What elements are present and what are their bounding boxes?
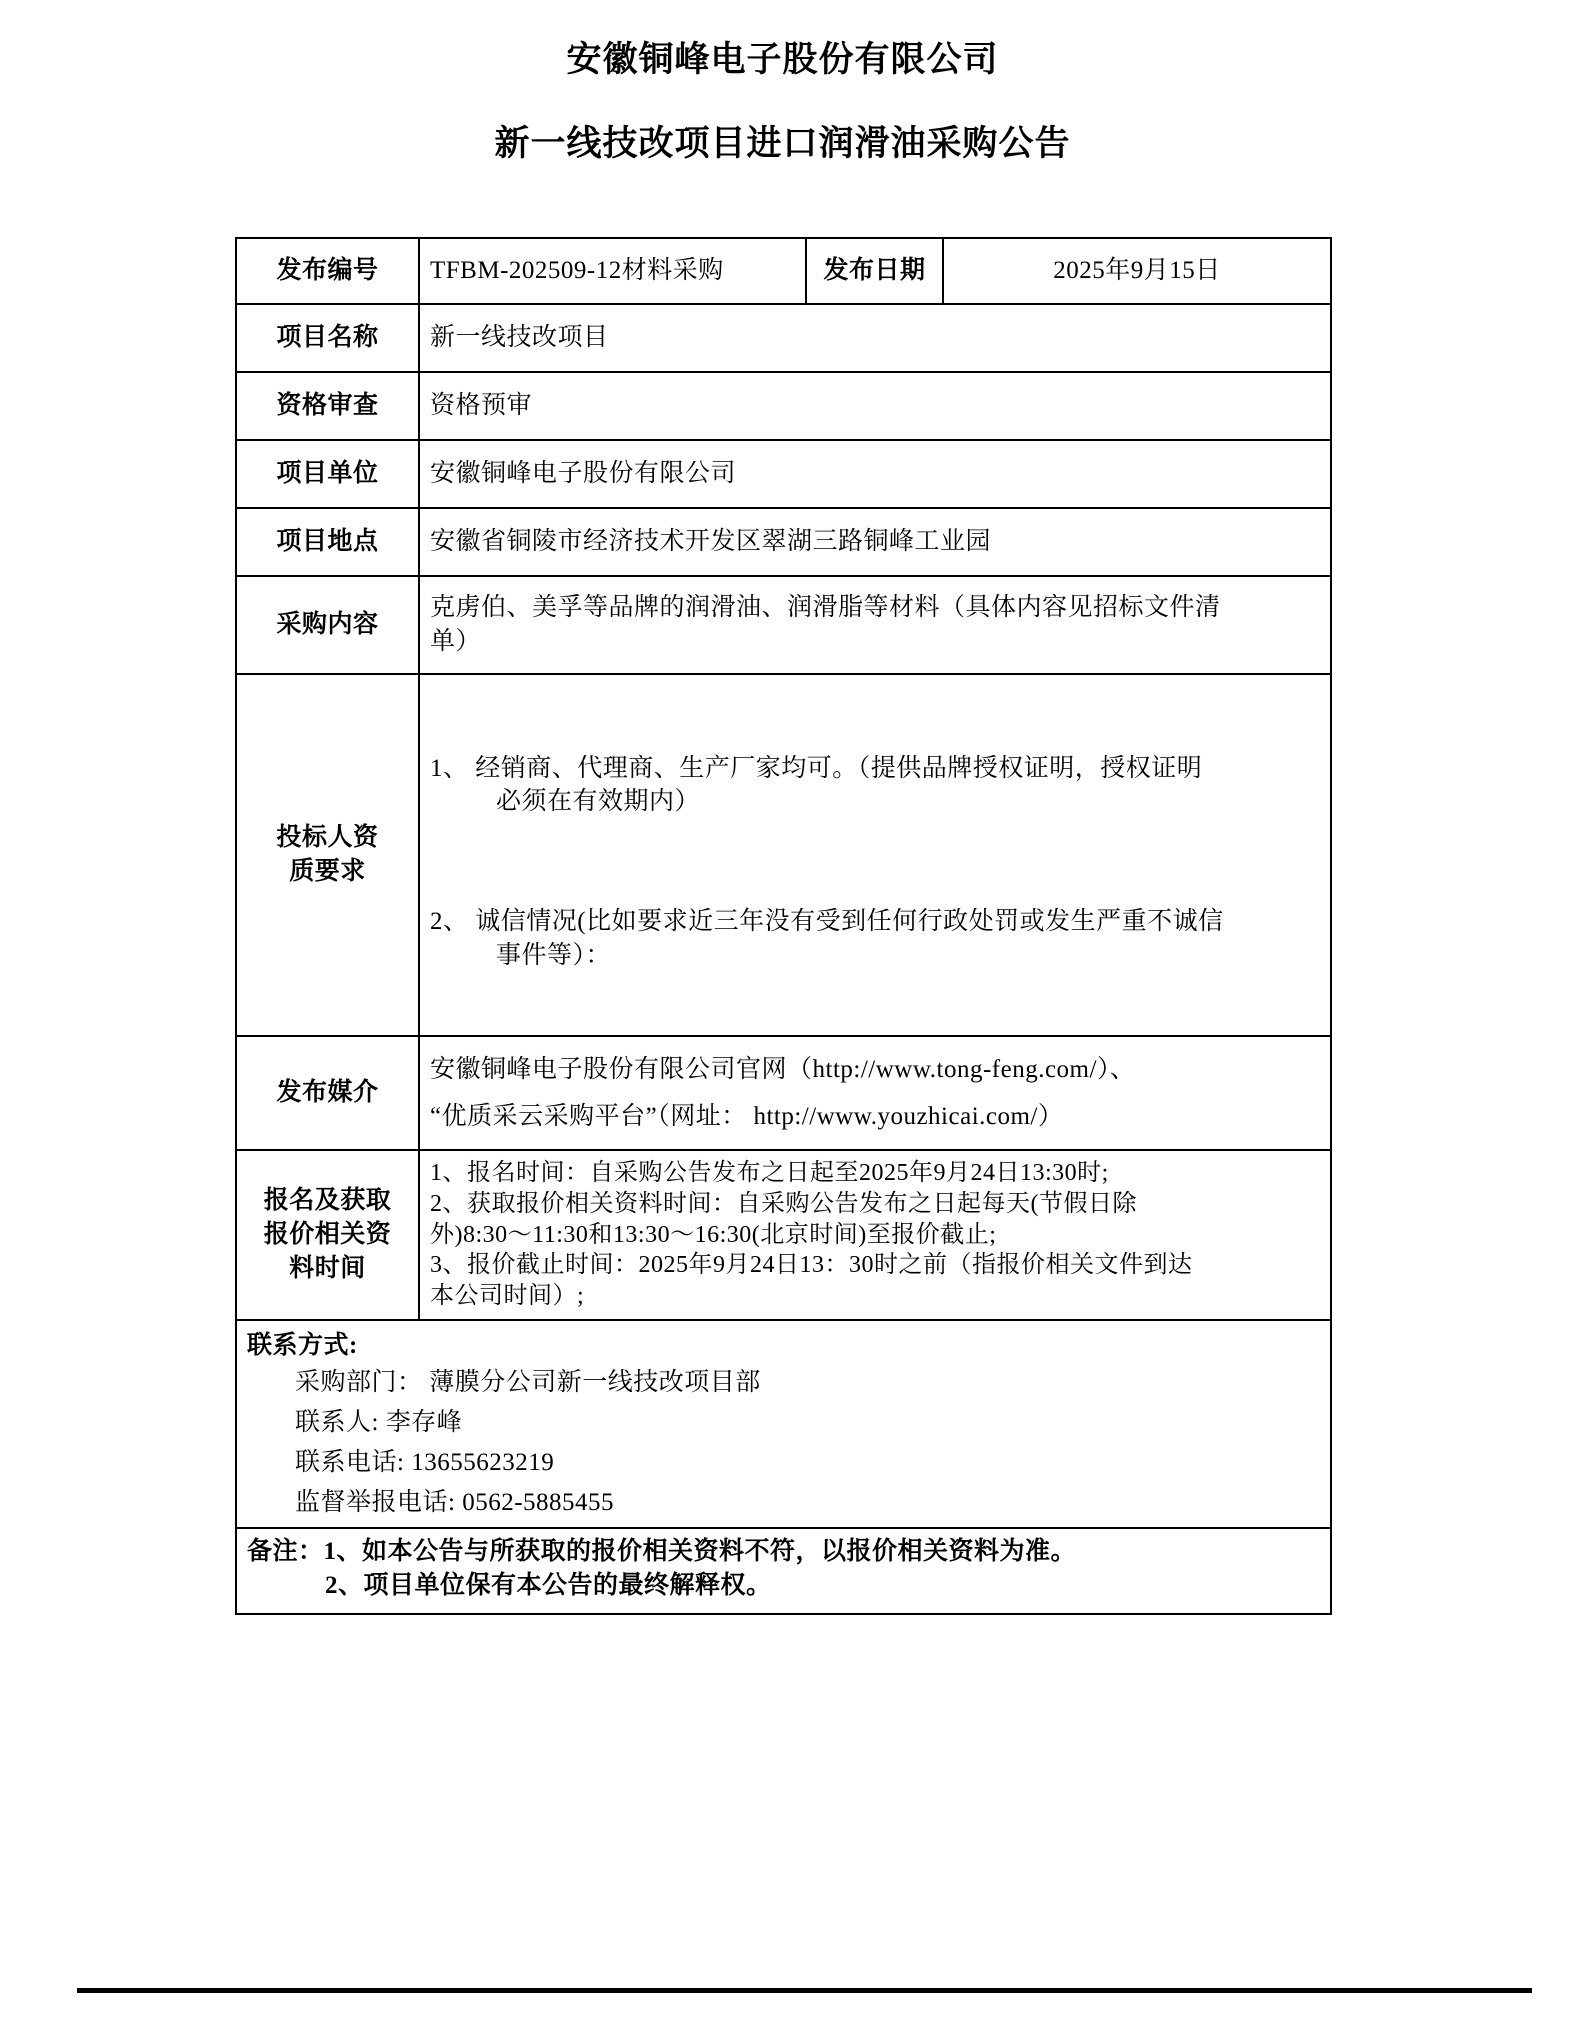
- text-line: 1、报名时间：自采购公告发布之日起至2025年9月24日13:30时;: [430, 1160, 1109, 1187]
- row-publish-media: [236, 1036, 1331, 1150]
- publish-number-value: TFBM-202509-12材料采购: [419, 238, 806, 304]
- publish-date-value: 2025年9月15日: [943, 238, 1331, 304]
- text-line: 1、如本公告与所获取的报价相关资料不符，以报价相关资料为准。: [323, 1537, 1077, 1565]
- text-line: 1、 经销商、代理商、生产厂家均可。（提供品牌授权证明，授权证明: [430, 754, 1203, 782]
- text-line: 料时间: [289, 1254, 366, 1282]
- row-procurement-content: [236, 576, 1331, 674]
- text-line: “优质采云采购平台”（网址： http://www.youzhicai.com/）: [430, 1103, 1064, 1130]
- row-qualification-review: [236, 372, 1331, 440]
- text-line: 3、报价截止时间：2025年9月24日13：30时之前（指报价相关文件到达: [430, 1252, 1193, 1279]
- row-publish-number: [236, 238, 1331, 304]
- remarks-cell: [236, 1528, 1331, 1614]
- announcement-title: 新一线技改项目进口润滑油采购公告: [494, 124, 1071, 163]
- text-line: 2、获取报价相关资料时间：自采购公告发布之日起每天(节假日除: [430, 1190, 1137, 1217]
- remarks-heading: 备注：: [247, 1537, 324, 1565]
- schedule-value: [419, 1150, 1331, 1320]
- announcement-table: [235, 237, 1332, 1615]
- contact-cell: [236, 1320, 1331, 1528]
- text-line: 投标人资: [276, 824, 379, 852]
- row-schedule: [236, 1150, 1331, 1320]
- project-name-label: 项目名称: [236, 304, 419, 372]
- project-location-label: 项目地点: [236, 508, 419, 576]
- schedule-label: [236, 1150, 419, 1320]
- text-line: 必须在有效期内）: [496, 788, 701, 816]
- bidder-qualification-label: [236, 674, 419, 1036]
- remarks-line-1: [247, 1535, 1320, 1569]
- publish-media-value: [419, 1036, 1331, 1150]
- row-project-location: [236, 508, 1331, 576]
- text-line: 单）: [430, 628, 482, 655]
- row-remarks: [236, 1528, 1331, 1614]
- project-location-value: 安徽省铜陵市经济技术开发区翠湖三路铜峰工业园: [419, 508, 1331, 576]
- publish-date-label: 发布日期: [806, 238, 943, 304]
- procurement-content-label: 采购内容: [236, 576, 419, 674]
- qualification-item-1: [430, 752, 1320, 820]
- text-line: 报价相关资: [263, 1221, 392, 1249]
- row-project-unit: [236, 440, 1331, 508]
- publish-media-label: 发布媒介: [236, 1036, 419, 1150]
- contact-heading: 联系方式:: [247, 1332, 358, 1359]
- contact-phone: 联系电话: 13655623219: [295, 1448, 555, 1476]
- remarks-line-2: 2、项目单位保有本公告的最终解释权。: [325, 1571, 772, 1599]
- project-unit-value: 安徽铜峰电子股份有限公司: [419, 440, 1331, 508]
- project-unit-label: 项目单位: [236, 440, 419, 508]
- procurement-content-value: [419, 576, 1331, 674]
- text-line: 2、 诚信情况(比如要求近三年没有受到任何行政处罚或发生严重不诚信: [430, 908, 1224, 935]
- text-line: 本公司时间）;: [430, 1283, 585, 1310]
- row-project-name: [236, 304, 1331, 372]
- footer-rule: [77, 1988, 1532, 1993]
- text-line: 安徽铜峰电子股份有限公司官网（http://www.tong-feng.com/）、: [430, 1055, 1136, 1083]
- text-line: 报名及获取: [263, 1187, 392, 1215]
- document-titles: [235, 32, 1330, 166]
- qualification-review-value: 资格预审: [419, 372, 1331, 440]
- row-contact: [236, 1320, 1331, 1528]
- company-title: 安徽铜峰电子股份有限公司: [566, 40, 999, 79]
- row-bidder-qualification: [236, 674, 1331, 1036]
- text-line: 外)8:30～11:30和13:30～16:30(北京时间)至报价截止;: [430, 1221, 997, 1248]
- qualification-item-2: [430, 905, 1320, 973]
- contact-report-phone: 监督举报电话: 0562-5885455: [295, 1488, 615, 1516]
- contact-person: 联系人: 李存峰: [295, 1408, 463, 1436]
- text-line: 事件等）：: [496, 941, 612, 969]
- bidder-qualification-value: [419, 674, 1331, 1036]
- qualification-review-label: 资格审查: [236, 372, 419, 440]
- text-line: 质要求: [289, 858, 366, 885]
- contact-department: 采购部门： 薄膜分公司新一线技改项目部: [295, 1368, 761, 1396]
- text-line: 克虏伯、美孚等品牌的润滑油、润滑脂等材料（具体内容见招标文件清: [430, 594, 1221, 622]
- project-name-value: 新一线技改项目: [419, 304, 1331, 372]
- publish-number-label: 发布编号: [236, 238, 419, 304]
